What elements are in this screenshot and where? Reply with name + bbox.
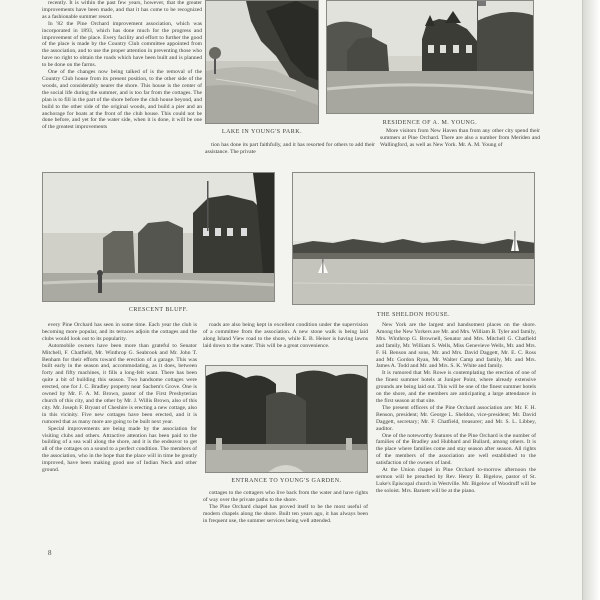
caption-sheldon-house: THE SHELDON HOUSE.	[376, 312, 451, 318]
photo-entrance-to-youngs-garden	[205, 365, 368, 473]
paragraph: Automobile owners have been more than grateful to Senator Mitchell, F. Chatfield, Mr. Winthrop G. Seabrook and Mr. John T. Benham for their efforts toward the erection of a garage. This was built early in the season and, accommodating, as it does, between forty and fifty machines, it fills a long-felt want. There has been quite a bit of building this season. Two handsome cottages were erected, one for J. C. Bradley property near Sachem's Grove. One is owned by Mr. F. A. M. Brown, pastor of the First Presbyterian church of this city, and the other by Mr. J. Willis Brown, also of this city. Mr. Joseph F. Bryant of Cheshire is erecting a new cottage, also in this vicinity. Five new cottages have been erected, and it is rumored that as many more are going to be built next year.	[42, 342, 197, 425]
caption-lake: LAKE IN YOUNG'S PARK.	[221, 129, 303, 135]
paragraph: The present officers of the Pine Orchard association are: Mr. F. H. Benson, president; Mr. George L. Sheldon, vice-president; Mr. David Daggett, secretary; Mr. F. Chatfield, treasurer; and Mr. S. L. Libbey, auditor.	[376, 404, 536, 432]
paragraph: In '82 the Pine Orchard improvement association, which was incorporated in 1893, which has done much for the progress and improvement of the place. Every facility and effort to further the good of the place is made by the Country Club committee appointed from the association, and to use the proper attention in preventing those who have no right to obtain the roads which have been built and is planned to be done on the farms.	[42, 20, 202, 69]
photo-lake-in-youngs-park	[205, 0, 319, 124]
photo-residence-of-am-young	[326, 0, 534, 114]
text-column-bottom-left	[42, 322, 197, 534]
text-column-bottom-right	[376, 322, 536, 536]
text-column-top-left	[42, 0, 202, 160]
caption-entrance-garden: ENTRANCE TO YOUNG'S GARDEN.	[231, 478, 342, 484]
caption-residence: RESIDENCE OF A. M. YOUNG.	[382, 120, 478, 126]
residence-image	[327, 1, 534, 114]
paragraph: It is rumored that Mr. Rowe is contemplating the erection of one of the finest summer hotels at Juniper Point, where already extensive grounds are being laid out. This will be one of the finest summer hotels on the shore, and the members are anticipating a large attendance in the first season at that site.	[376, 370, 536, 404]
garden-image	[206, 366, 368, 473]
lake-image	[206, 1, 319, 124]
paragraph: Special improvements are being made by the association for visiting clubs and others. Attractive attention has been paid to the building of a sea wall along the shore, and it is the endeavor to get all of the cottages on a sound to a perfect condition. The members of the association, who in the hope that the place will in time be greatly improved, have been making good use of Indian Neck and other ground.	[42, 425, 197, 474]
paragraph: More visitors from New Haven than from any other city spend their summers at Pine Orchard. There are also a number from Meriden and Wallingford, as well as New York. Mr. A. M. Young of	[380, 128, 540, 148]
photo-crescent-bluff	[42, 172, 275, 302]
text-column-bottom-middle-top	[203, 322, 368, 362]
paragraph: One of the changes now being talked of is the removal of the Country Club house from its present position, to the other side of the woods, and considerably nearer the shore. This house is the center of the social life during the summer, and is too far from the cottages. The plan is to fill in the part of the shore before the club house beyond, and build to the other side of the original woods, and build a pier and an anchorage for boats at the front of the club house. This could not be done before, and yet for the water side, when it is done, it will be one of the greatest improvements	[42, 69, 202, 131]
paragraph: cottages to the cottagers who live back from the water and have rights of way over the private paths to the shore.	[203, 490, 368, 503]
page-number: 8	[48, 549, 52, 557]
caption-crescent-bluff: CRESCENT BLUFF.	[128, 307, 189, 313]
paragraph: tion has done its part faithfully, and it has resorted for others to add their assistance. The private	[205, 142, 375, 155]
text-column-top-right	[380, 128, 540, 158]
paragraph: roads are also being kept in excellent condition under the supervision of a committee from the association. A new stone walk is being laid along Island View road to the shore, while E. B. Heiser is having lawns laid down to the water. This will be a great convenience.	[203, 322, 368, 349]
sheldon-house-image	[293, 173, 535, 305]
paragraph: New York are the largest and handsomest places on the shore. Among the New Yorkers are Mr. and Mrs. William B. Tyler and family, Mrs. Winthrop G. Brownell, Senator and Mrs. Mitchell G. Chatfield and family, Mr. William S. Wells, Miss Genevieve Wells, Mr. and Mrs. F. H. Benson and sons, Mr. and Mrs. David Daggett, Mr. E. C. Ross and Mr. Gordon Ryan, Mr. Walter Camp and family, Mr. and Mrs. James A. Todd and Mr. and Mrs. S. K. White and family.	[376, 322, 536, 370]
paragraph: recently. It is within the past few years, however, that the greater improvements have been made, and that it has come to be recognized as a fashionable summer resort.	[42, 0, 202, 20]
paragraph: The Pine Orchard chapel has proved itself to be the most useful of modern chapels along the shore. Built ten years ago, it has always been in frequent use, the summer services being well attended.	[203, 503, 368, 524]
photo-sheldon-house	[292, 172, 535, 305]
paragraph: At the Union chapel in Pine Orchard to-morrow afternoon the sermon will be preached by Rev. Henry B. Bigelow, pastor of St. Luke's Episcopal church in Westville. Mr. Bigelow of Woodruff will be the soloist. Mrs. Barnett will be at the piano.	[376, 467, 536, 494]
page-edge-shadow	[583, 0, 600, 600]
paragraph: One of the noteworthy features of the Pine Orchard is the number of families of the Bradley and Hubbard and Bullard, among others. It is the place where families come and stay season after season. All rights of the members of the association are well established to the satisfaction of the owners of land.	[376, 432, 536, 467]
paragraph: every Pine Orchard has seen in some time. Each year the club is becoming more popular, and its terraces adjoin the cottages and the clubs would look out to its popularity.	[42, 322, 197, 342]
text-column-mid-center	[205, 142, 375, 164]
text-column-bottom-middle-under	[203, 490, 368, 538]
crescent-bluff-image	[43, 173, 275, 302]
